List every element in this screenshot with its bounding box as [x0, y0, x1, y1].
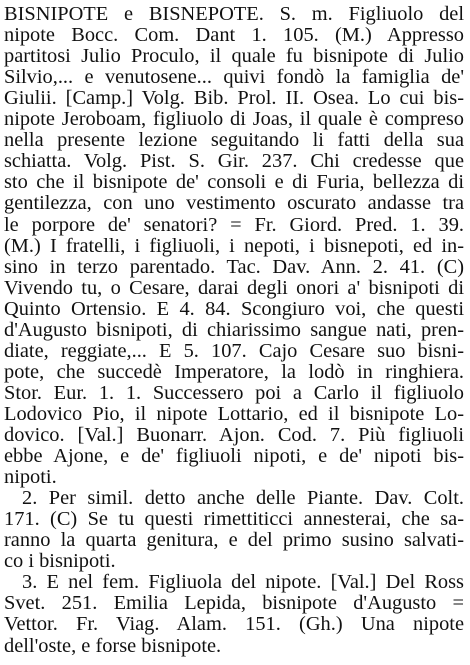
entry-line: BISNIPOTE e BISNEPOTE. S. m. Figliuolo del	[4, 3, 464, 25]
entry-line: sino in terzo parentado. Tac. Dav. Ann. 2. 41. (C)	[4, 255, 464, 278]
entry-line: nella presente lezione seguitando li fatti della sua	[4, 129, 464, 152]
entry-line: Giulii. [Camp.] Volg. Bib. Prol. II. Osea. Lo cui bis-	[4, 87, 464, 110]
entry-line: ebbe Ajone, e de' figliuoli nipoti, e de' nipoti bis-	[4, 445, 464, 468]
entry-line: dell'oste, e forse bisnipote.	[4, 634, 222, 657]
entry-line: nipoti.	[4, 466, 57, 489]
entry-line: Vivendo tu, o Cesare, darai degli onori a' bisnipoti di	[4, 276, 464, 299]
entry-line: Silvio,... e venutosene... quivi fondò la famiglia de'	[4, 66, 464, 89]
entry-line: Svet. 251. Emilia Lepida, bisnipote d'Augusto =	[4, 592, 464, 615]
entry-line: dovico. [Val.] Buonarr. Ajon. Cod. 7. Più figliuoli	[4, 424, 464, 446]
entry-line: Vettor. Fr. Viag. Alam. 151. (Gh.) Una nipote	[4, 613, 464, 636]
entry-line: nipote Jeroboam, figliuolo di Joas, il quale è compreso	[4, 108, 464, 131]
entry-line: 3. E nel fem. Figliuola del nipote. [Val.] Del Ross	[22, 571, 464, 594]
entry-line: ranno la quarta genitura, e del primo susino salvati-	[4, 529, 464, 552]
entry-line: co i bisnipoti.	[4, 550, 116, 573]
entry-line: d'Augusto bisnipoti, di chiarissimo sangue nati, pren-	[4, 318, 464, 341]
entry-line: gentilezza, con uno vestimento oscurato andasse tra	[4, 192, 464, 215]
entry-line: pote, che succedè Imperatore, la lodò in ringhiera.	[4, 360, 464, 383]
entry-line: 2. Per simil. detto anche delle Piante. Dav. Colt.	[22, 487, 464, 510]
entry-line: nipote Bocc. Com. Dant 1. 105. (M.) Appresso	[4, 24, 464, 47]
entry-line: 171. (C) Se tu questi rimettiticci annesterai, che sa-	[4, 508, 464, 531]
entry-line: diate, reggiate,... E 5. 107. Cajo Cesare suo bisni-	[4, 339, 464, 362]
entry-line: Lodovico Pio, il nipote Lottario, ed il bisnipote Lo-	[4, 402, 464, 425]
entry-line: (M.) I fratelli, i figliuoli, i nepoti, i bisnepoti, ed in-	[4, 234, 464, 257]
entry-line: partitosi Julio Proculo, il quale fu bisnipote di Julio	[4, 45, 464, 68]
entry-line: le porpore de' senatori? = Fr. Giord. Pred. 1. 39.	[4, 213, 464, 236]
entry-line: sto che il bisnipote de' consoli e di Furia, bellezza di	[4, 171, 464, 194]
entry-line: Stor. Eur. 1. 1. Successero poi a Carlo il figliuolo	[4, 381, 464, 404]
entry-line: schiatta. Volg. Pist. S. Gir. 237. Chi credesse que	[4, 150, 464, 173]
entry-line: Quinto Ortensio. E 4. 84. Scongiuro voi, che questi	[4, 297, 464, 320]
